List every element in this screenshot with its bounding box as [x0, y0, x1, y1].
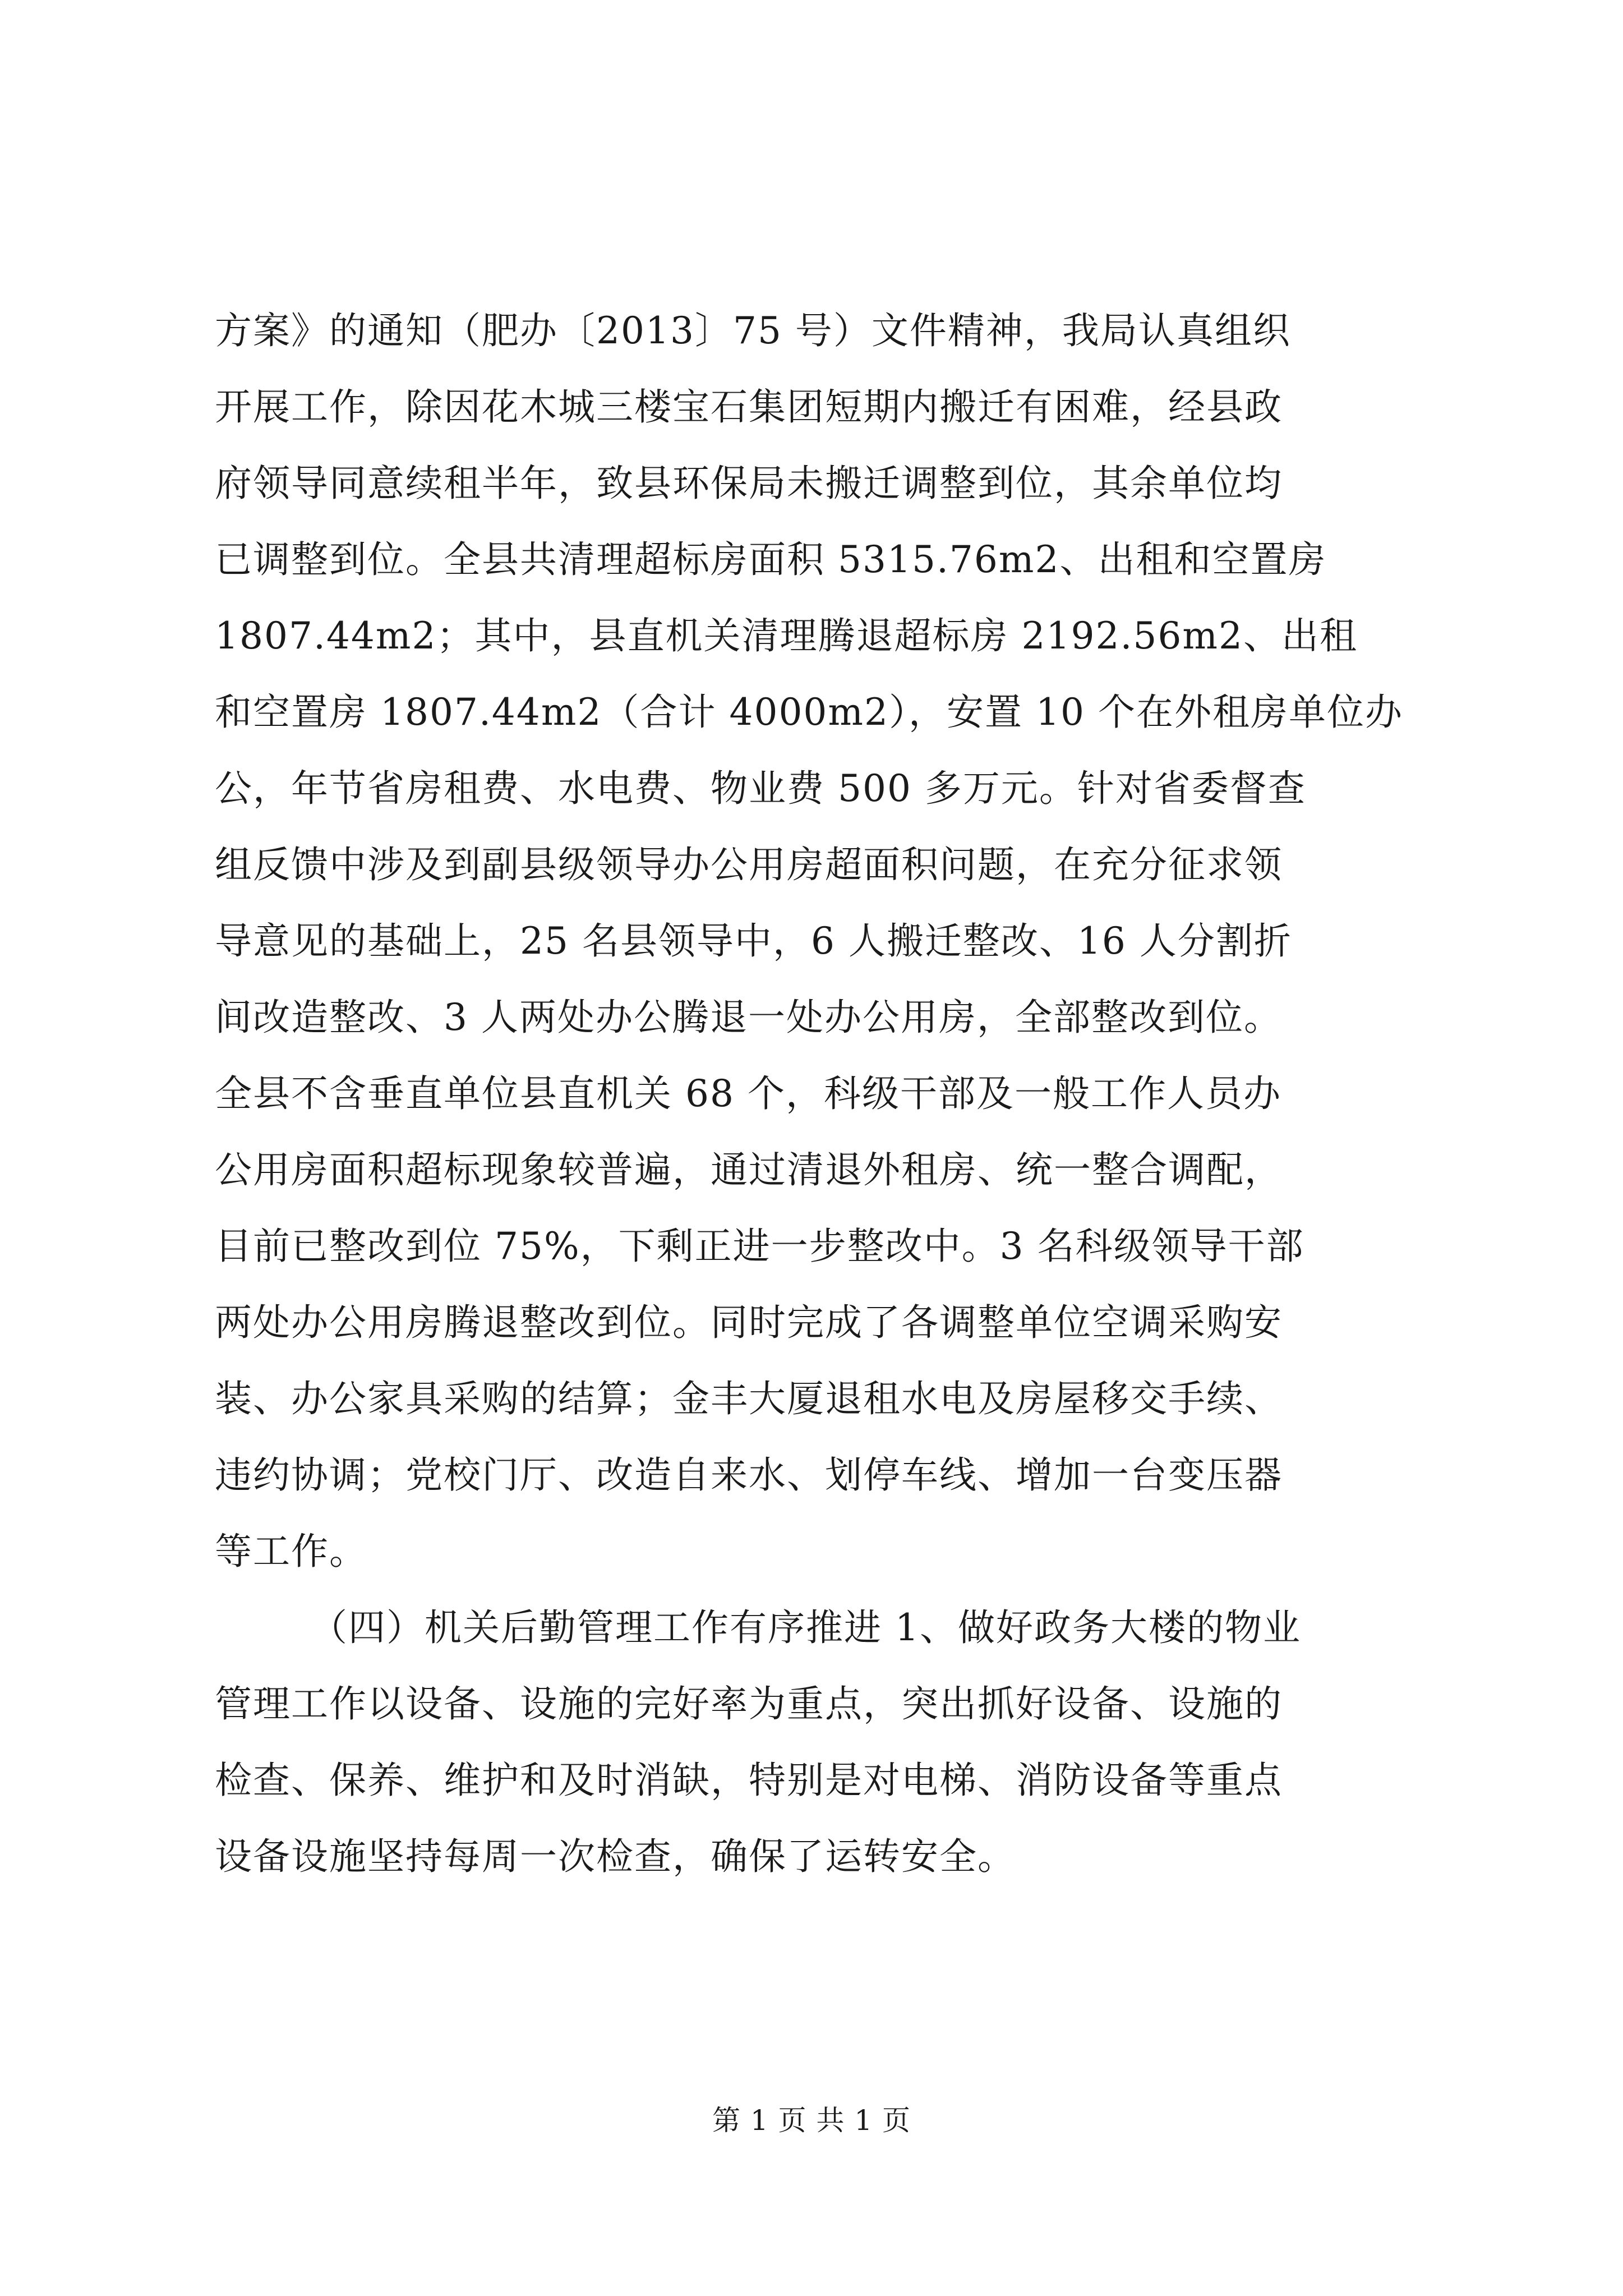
text-line: 导意见的基础上，25 名县领导中，6 人搬迁整改、16 人分割折	[215, 919, 1292, 963]
text-line: 等工作。	[215, 1530, 367, 1573]
text-line: 1807.44m2；其中，县直机关清理腾退超标房 2192.56m2、出租	[215, 614, 1358, 657]
text-line: 开展工作，除因花木城三楼宝石集团短期内搬迁有困难，经县政	[215, 385, 1283, 429]
text-line: 方案》的通知（肥办〔2013〕75 号）文件精神，我局认真组织	[215, 309, 1291, 352]
text-line: 和空置房 1807.44m2（合计 4000m2），安置 10 个在外租房单位办	[215, 691, 1403, 734]
text-line: 目前已整改到位 75%，下剩正进一步整改中。3 名科级领导干部	[215, 1225, 1304, 1268]
text-line: 管理工作以设备、设施的完好率为重点，突出抓好设备、设施的	[215, 1682, 1283, 1726]
text-line: 装、办公家具采购的结算；金丰大厦退租水电及房屋移交手续、	[215, 1377, 1283, 1420]
text-line: 全县不含垂直单位县直机关 68 个，科级干部及一般工作人员办	[215, 1072, 1281, 1115]
text-line: 府领导同意续租半年，致县环保局未搬迁调整到位，其余单位均	[215, 462, 1283, 505]
text-line: 检查、保养、维护和及时消缺，特别是对电梯、消防设备等重点	[215, 1759, 1283, 1802]
text-line: 已调整到位。全县共清理超标房面积 5315.76m2、出租和空置房	[215, 538, 1327, 581]
section-heading-line: （四）机关后勤管理工作有序推进 1、做好政务大楼的物业	[310, 1606, 1301, 1649]
text-line: 间改造整改、3 人两处办公腾退一处办公用房，全部整改到位。	[215, 996, 1282, 1039]
text-line: 公，年节省房租费、水电费、物业费 500 多万元。针对省委督查	[215, 767, 1306, 810]
text-line: 组反馈中涉及到副县级领导办公用房超面积问题，在充分征求领	[215, 843, 1283, 886]
text-line: 公用房面积超标现象较普遍，通过清退外租房、统一整合调配，	[215, 1148, 1283, 1191]
text-line: 设备设施坚持每周一次检查，确保了运转安全。	[215, 1835, 1016, 1878]
page-number-footer: 第 1 页 共 1 页	[712, 2104, 911, 2137]
text-line: 违约协调；党校门厅、改造自来水、划停车线、增加一台变压器	[215, 1453, 1283, 1497]
text-line: 两处办公用房腾退整改到位。同时完成了各调整单位空调采购安	[215, 1301, 1283, 1344]
